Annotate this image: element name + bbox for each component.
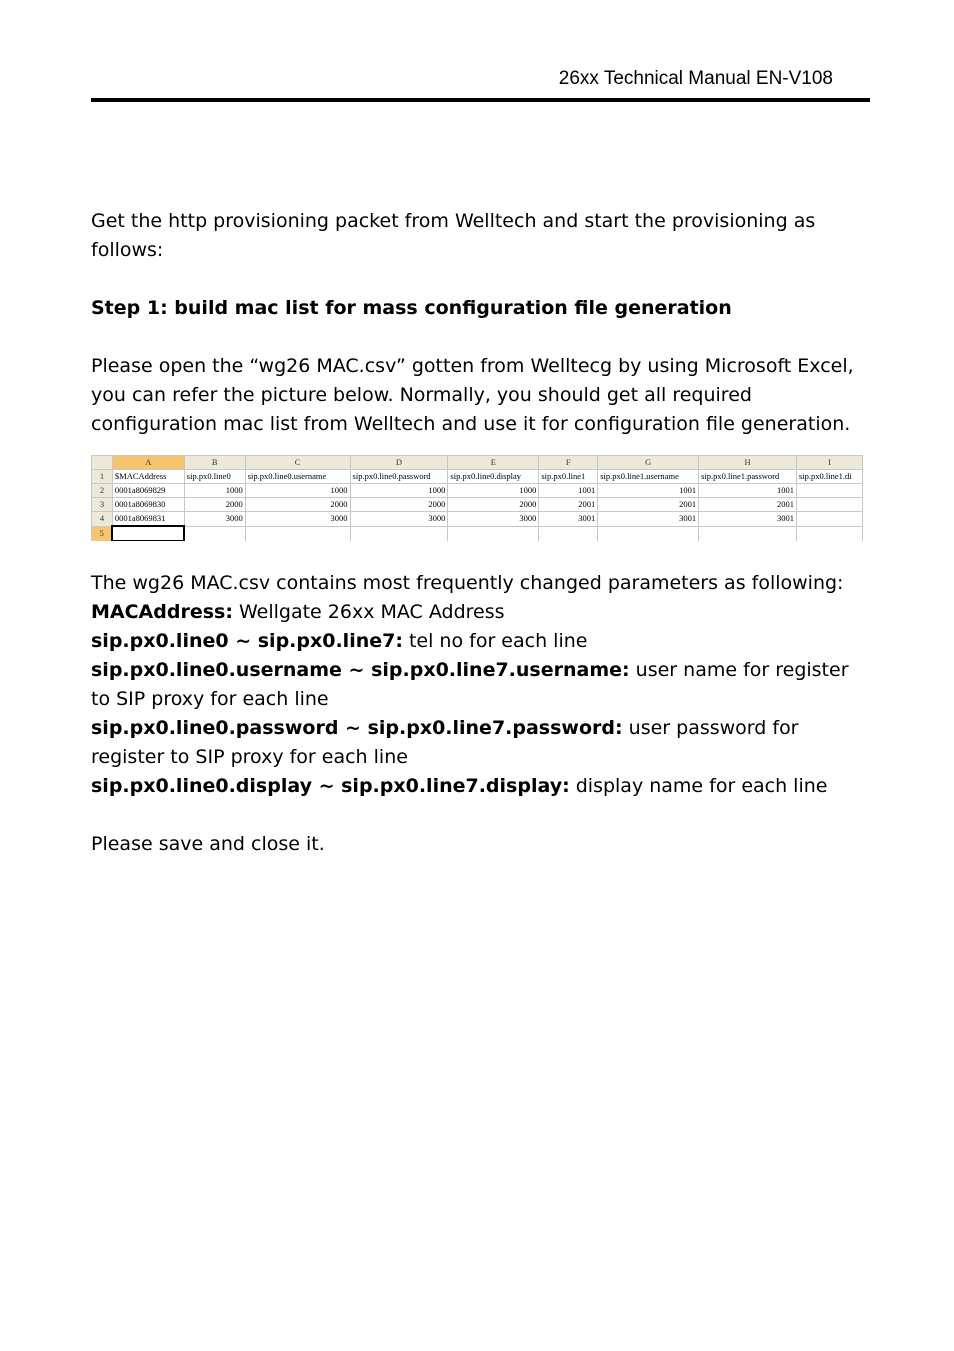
cell: 0001a8069829 <box>112 484 184 498</box>
cell: 3000 <box>448 512 539 527</box>
cell: 1000 <box>245 484 350 498</box>
param-key: MACAddress: <box>91 601 233 623</box>
table-row <box>92 512 863 527</box>
cell <box>448 526 539 541</box>
row-header: 4 <box>92 512 113 527</box>
cell: 1000 <box>350 484 448 498</box>
header-rule <box>91 98 870 102</box>
column-header: A <box>112 456 184 470</box>
cell: 3000 <box>184 512 245 527</box>
page-content <box>91 207 866 859</box>
cell: sip.px0.line0.display <box>448 470 539 484</box>
row-header: 1 <box>92 470 113 484</box>
param-key: sip.px0.line0 ~ sip.px0.line7: <box>91 630 403 652</box>
column-header: H <box>699 456 797 470</box>
cell: sip.px0.line1 <box>539 470 598 484</box>
header-title: 26xx Technical Manual EN-V108 <box>558 68 833 89</box>
cell: $MACAddress <box>112 470 184 484</box>
param-desc: display name for each line <box>569 775 828 797</box>
params-intro: The wg26 MAC.csv contains most frequently changed parameters as following: <box>91 572 844 594</box>
cell <box>797 484 863 498</box>
cell <box>598 526 699 541</box>
param-item <box>91 656 866 714</box>
param-desc: user password for register to SIP proxy for each line <box>91 717 799 768</box>
cell <box>184 526 245 541</box>
cell: 3001 <box>539 512 598 527</box>
cell <box>797 498 863 512</box>
step1-title: Step 1: build mac list for mass configuration file generation <box>91 297 732 319</box>
param-key: sip.px0.line0.password ~ sip.px0.line7.password: <box>91 717 623 739</box>
cell: 2001 <box>699 498 797 512</box>
row-header: 2 <box>92 484 113 498</box>
param-item <box>91 598 866 627</box>
cell: 2001 <box>539 498 598 512</box>
cell: 1001 <box>598 484 699 498</box>
cell: 0001a8069830 <box>112 498 184 512</box>
cell: 1001 <box>699 484 797 498</box>
param-item <box>91 772 866 801</box>
cell: sip.px0.line1.di <box>797 470 863 484</box>
cell: 3001 <box>598 512 699 527</box>
cell: 2000 <box>245 498 350 512</box>
cell: 0001a8069831 <box>112 512 184 527</box>
table-row <box>92 470 863 484</box>
param-desc: Wellgate 26xx MAC Address <box>232 601 505 623</box>
column-header: F <box>539 456 598 470</box>
column-header: D <box>350 456 448 470</box>
param-desc: tel no for each line <box>402 630 588 652</box>
cell: sip.px0.line0.password <box>350 470 448 484</box>
closing-paragraph: Please save and close it. <box>91 833 325 855</box>
cell: 2000 <box>184 498 245 512</box>
param-key: sip.px0.line0.username ~ sip.px0.line7.username: <box>91 659 630 681</box>
cell: 2000 <box>350 498 448 512</box>
param-key: sip.px0.line0.display ~ sip.px0.line7.display: <box>91 775 570 797</box>
cell: sip.px0.line1.username <box>598 470 699 484</box>
cell: sip.px0.line0.username <box>245 470 350 484</box>
cell: 1000 <box>448 484 539 498</box>
row-header: 5 <box>92 526 113 541</box>
table-row <box>92 484 863 498</box>
cell <box>245 526 350 541</box>
spreadsheet-image <box>91 455 863 541</box>
cell: 3000 <box>245 512 350 527</box>
param-desc: user name for register to SIP proxy for each line <box>91 659 849 710</box>
column-header: C <box>245 456 350 470</box>
cell <box>350 526 448 541</box>
cell: 3001 <box>699 512 797 527</box>
cell: 1000 <box>184 484 245 498</box>
param-item <box>91 627 866 656</box>
cell: 2001 <box>598 498 699 512</box>
cell: 1001 <box>539 484 598 498</box>
cell <box>797 512 863 527</box>
table-row <box>92 498 863 512</box>
cell <box>539 526 598 541</box>
selected-cell <box>112 526 184 541</box>
param-item <box>91 714 866 772</box>
table-row <box>92 526 863 541</box>
sheet-corner <box>92 456 113 470</box>
row-header: 3 <box>92 498 113 512</box>
cell: 3000 <box>350 512 448 527</box>
column-header: I <box>797 456 863 470</box>
cell: sip.px0.line1.password <box>699 470 797 484</box>
cell: 2000 <box>448 498 539 512</box>
intro-paragraph: Get the http provisioning packet from Welltech and start the provisioning as follows: <box>91 210 816 261</box>
cell: sip.px0.line0 <box>184 470 245 484</box>
cell <box>797 526 863 541</box>
column-header: G <box>598 456 699 470</box>
cell <box>699 526 797 541</box>
open-paragraph: Please open the “wg26 MAC.csv” gotten from Welltecg by using Microsoft Excel, you can refer the picture below. Normally, you should get all required configuration mac list from Welltech and use it for configuration file generation. <box>91 355 854 435</box>
column-header: E <box>448 456 539 470</box>
column-header: B <box>184 456 245 470</box>
